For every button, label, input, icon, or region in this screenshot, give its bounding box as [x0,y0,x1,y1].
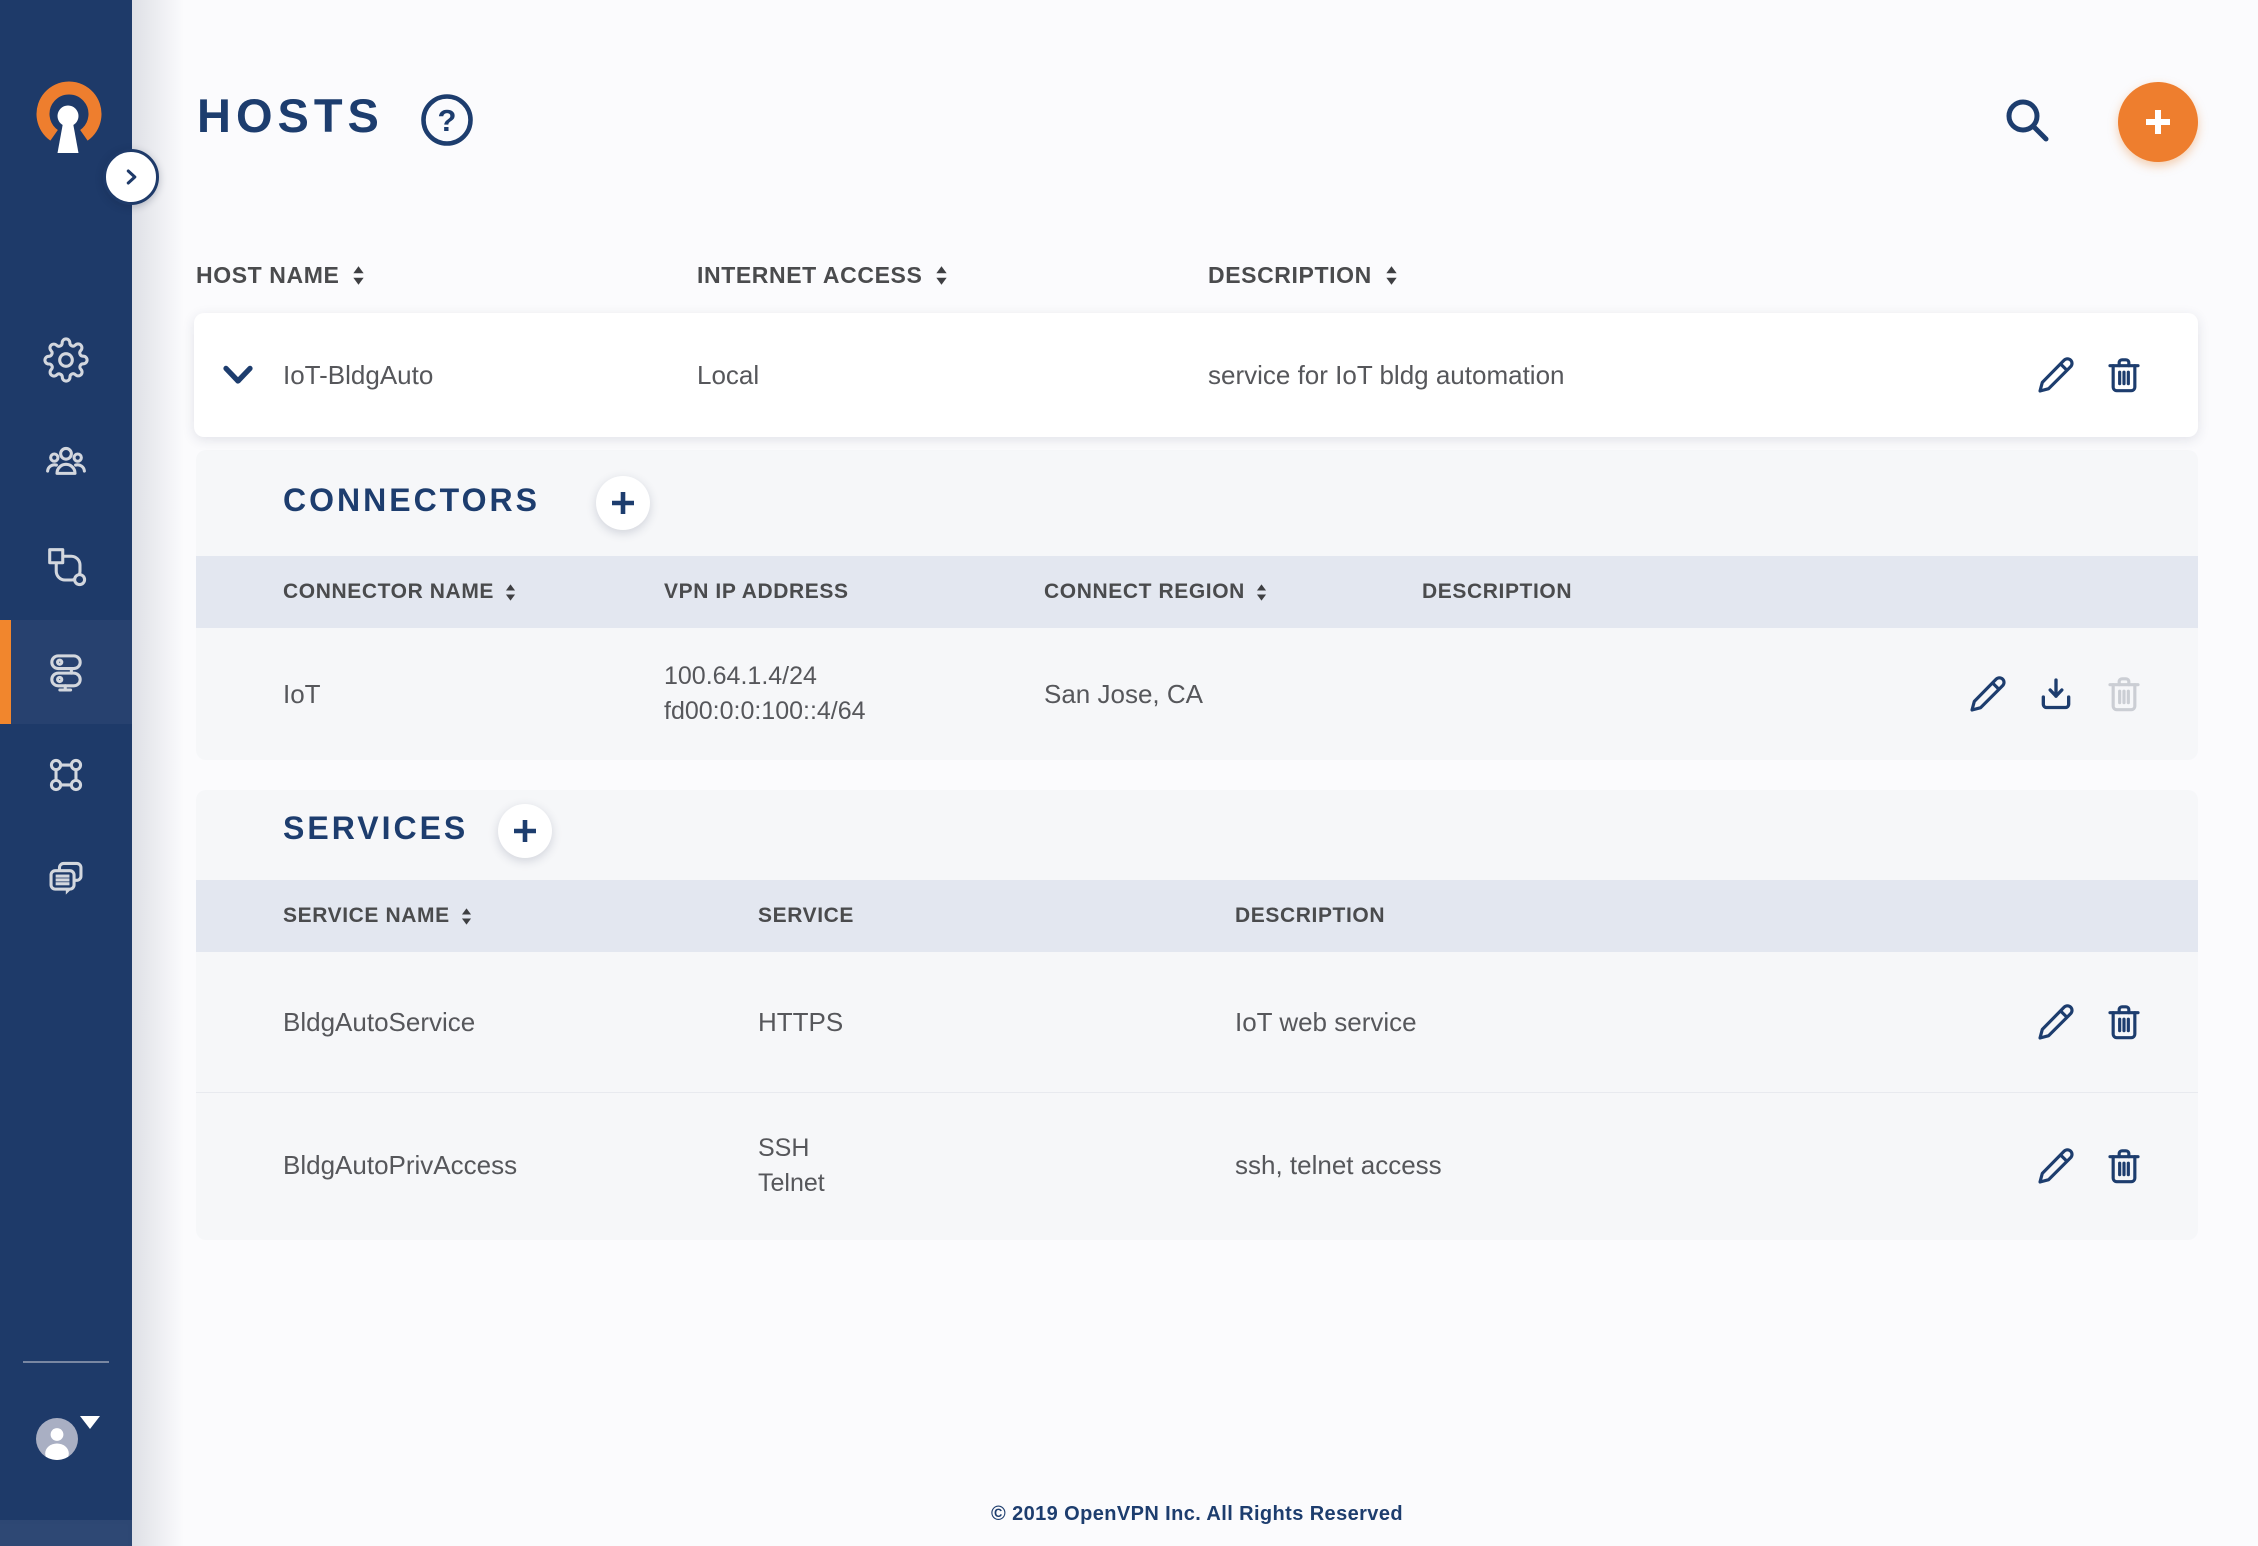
column-header-connect-region[interactable]: CONNECT REGION [1044,580,1268,604]
page-title: HOSTS [197,89,384,142]
delete-service-button[interactable] [2104,1002,2144,1042]
add-connector-button[interactable] [596,476,650,530]
sort-icon [1255,583,1268,602]
download-profile-button[interactable] [2036,674,2076,714]
add-service-button[interactable] [498,804,552,858]
sort-icon [1384,265,1399,286]
connector-region: San Jose, CA [1044,678,1203,709]
sidebar-item-settings[interactable] [0,308,132,412]
service-protocols: SSH Telnet [758,1133,825,1197]
sort-icon [504,583,517,602]
column-header-host-name[interactable]: HOST NAME [196,262,366,289]
plus-icon [512,818,538,844]
sidebar-shadow [132,0,184,1546]
connectors-title: CONNECTORS [283,482,540,518]
sidebar-divider [23,1361,109,1363]
chevron-right-icon [119,165,143,189]
column-header-service: SERVICE [758,904,855,927]
edit-connector-button[interactable] [1968,674,2008,714]
services-section [196,790,2198,1240]
service-name: BldgAutoPrivAccess [283,1150,518,1180]
gear-icon [43,337,89,383]
connector-name: IoT [283,678,321,709]
connector-vpn-ip: 100.64.1.4/24 fd00:0:0:100::4/64 [664,662,866,725]
sidebar-item-logs[interactable] [0,826,132,930]
chevron-down-icon [80,1416,100,1429]
delete-connector-button[interactable] [2104,674,2144,714]
mesh-icon [43,752,89,798]
connectors-section [196,450,2198,760]
sidebar-item-topology[interactable] [0,723,132,827]
collapse-row-button[interactable] [194,359,283,391]
delete-service-button[interactable] [2104,1146,2144,1186]
delete-host-button[interactable] [2104,355,2144,395]
question-mark-glyph: ? [437,103,457,138]
chat-icon [43,855,89,901]
service-description: IoT web service [1235,1006,1417,1037]
sidebar-item-networks[interactable] [0,514,132,618]
column-header-internet-access[interactable]: INTERNET ACCESS [697,262,949,289]
add-host-button[interactable] [2118,82,2198,162]
column-header-description[interactable]: DESCRIPTION [1208,262,1399,289]
users-icon [43,440,89,486]
sort-icon [934,265,949,286]
plus-icon [2139,103,2177,141]
copyright-footer: © 2019 OpenVPN Inc. All Rights Reserved [991,1503,1403,1525]
service-description: ssh, telnet access [1235,1150,1442,1180]
column-header-service-name[interactable]: SERVICE NAME [283,904,473,928]
edit-host-button[interactable] [2036,355,2076,395]
sidebar-item-hosts[interactable] [0,620,132,724]
sidebar-expand-button[interactable] [103,149,159,205]
chevron-down-icon [220,359,256,391]
sidebar-item-users[interactable] [0,411,132,515]
service-row [196,952,2198,1092]
host-row [194,313,2198,437]
services-table-header [196,880,2198,952]
sort-icon [351,265,366,286]
column-header-vpn-ip: VPN IP ADDRESS [664,580,849,603]
avatar [36,1418,78,1460]
host-internet-access: Local [697,359,760,390]
host-name: IoT-BldgAuto [283,359,434,390]
help-button[interactable] [419,92,475,148]
service-row [196,1092,2198,1238]
edit-service-button[interactable] [2036,1002,2076,1042]
openvpn-logo [29,78,107,166]
connector-row [196,628,2198,760]
user-menu[interactable] [36,1418,78,1460]
search-icon [2000,94,2058,152]
service-name: BldgAutoService [283,1006,476,1037]
connectors-table-header [196,556,2198,628]
network-icon [43,543,89,589]
column-header-connector-description: DESCRIPTION [1422,580,1573,603]
column-header-service-description: DESCRIPTION [1235,904,1386,927]
sidebar-bottom-strip [0,1520,132,1546]
host-description: service for IoT bldg automation [1208,359,1565,390]
plus-icon [610,490,636,516]
search-button[interactable] [2000,94,2058,152]
service-protocols: HTTPS [758,1006,844,1037]
services-title: SERVICES [283,810,469,846]
sort-icon [460,907,473,926]
edit-service-button[interactable] [2036,1146,2076,1186]
sidebar [0,0,132,1546]
column-header-connector-name[interactable]: CONNECTOR NAME [283,580,517,604]
hosts-servers-icon [43,649,89,695]
hosts-table-header [196,254,2198,296]
